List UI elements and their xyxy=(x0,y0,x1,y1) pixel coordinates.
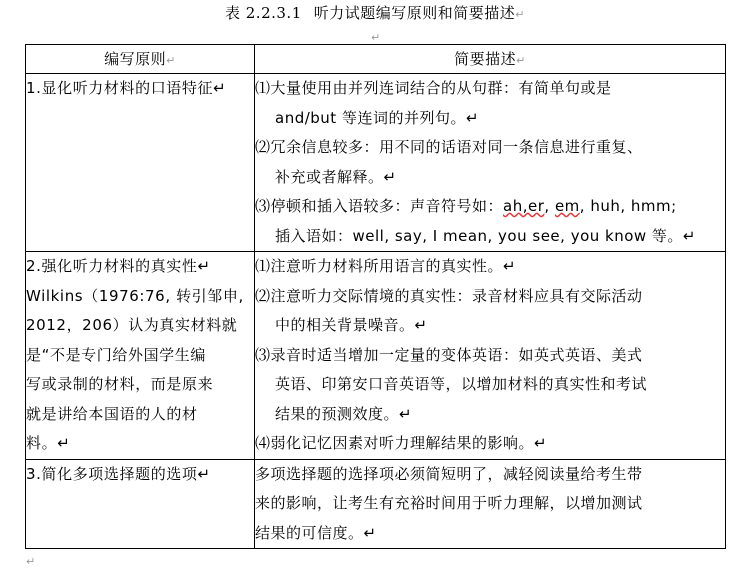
list-item: ⑷弱化记忆因素对听力理解结果的影响。↵ xyxy=(255,434,548,452)
description-cell xyxy=(255,252,726,460)
description-line: 来的影响，让考生有充裕时间用于听力理解，以增加测试 xyxy=(255,494,643,512)
principle-line: 写或录制的材料，而是原来 xyxy=(26,375,214,393)
table-caption xyxy=(0,2,750,24)
caption-title: 听力试题编写原则和简要描述 xyxy=(313,4,516,22)
paragraph-mark-icon: ↵ xyxy=(166,54,176,67)
table-row xyxy=(26,252,726,460)
paragraph-mark-icon: ↵ xyxy=(26,555,36,568)
description-line: 多项选择题的选择项必须简短明了，减轻阅读量给考生带 xyxy=(255,464,643,483)
principle-line: 3.简化多项选择题的选项↵ xyxy=(26,464,211,483)
description-cell xyxy=(255,459,726,549)
principle-line: 料。↵ xyxy=(26,434,71,452)
spellcheck-word: em xyxy=(554,197,580,215)
header-description: 简要描述↵ xyxy=(255,45,726,74)
principle-line: 是“不是专门给外国学生编 xyxy=(26,345,206,364)
table-row xyxy=(26,459,726,549)
list-item: ⑵注意听力交际情境的真实性：录音材料应具有交际活动 中的相关背景噪音。↵ xyxy=(255,286,643,334)
paragraph-mark-icon: ↵ xyxy=(515,8,525,21)
paragraph-mark-icon: ↵ xyxy=(371,31,381,44)
principle-line: 2.强化听力材料的真实性↵ xyxy=(26,257,211,275)
table-header-row xyxy=(26,45,726,74)
principle-cell xyxy=(26,74,255,252)
list-item: ⑶录音时适当增加一定量的变体英语：如英式英语、美式 英语、印第安口音英语等，以增加材料的真实性和考试 结果的预测效度。↵ xyxy=(255,345,648,423)
list-item: ⑴注意听力材料所用语言的真实性。↵ xyxy=(255,257,517,275)
paragraph-mark-icon: ↵ xyxy=(516,54,526,67)
principle-line: 1.显化听力材料的口语特征↵ xyxy=(26,79,227,97)
principle-line: 2012，206）认为真实材料就 xyxy=(26,316,238,334)
header-principle: 编写原则↵ xyxy=(26,45,255,74)
table-row xyxy=(26,74,726,252)
list-item: ⑵冗余信息较多：用不同的话语对同一条信息进行重复、 补充或者解释。↵ xyxy=(255,138,643,186)
principle-line: 就是讲给本国语的人的材 xyxy=(26,404,198,423)
caption-number: 表 2.2.3.1 xyxy=(225,4,302,22)
list-item: ⑴大量使用由并列连词结合的从句群：有简单句或是 and/but 等连词的并列句。↵ xyxy=(255,79,612,127)
list-item: ⑶停顿和插入语较多：声音符号如：ah,er, em, huh, hmm; 插入语如：well, say, I mean, you see, you know 等。↵ xyxy=(255,197,696,245)
principle-cell xyxy=(26,459,255,549)
spellcheck-word: ah,er xyxy=(503,197,545,215)
principle-line: Wilkins（1976:76, 转引邹申, xyxy=(26,286,244,305)
principle-cell xyxy=(26,252,255,460)
principles-table xyxy=(25,44,726,549)
description-cell xyxy=(255,74,726,252)
description-line: 结果的可信度。↵ xyxy=(255,523,377,542)
